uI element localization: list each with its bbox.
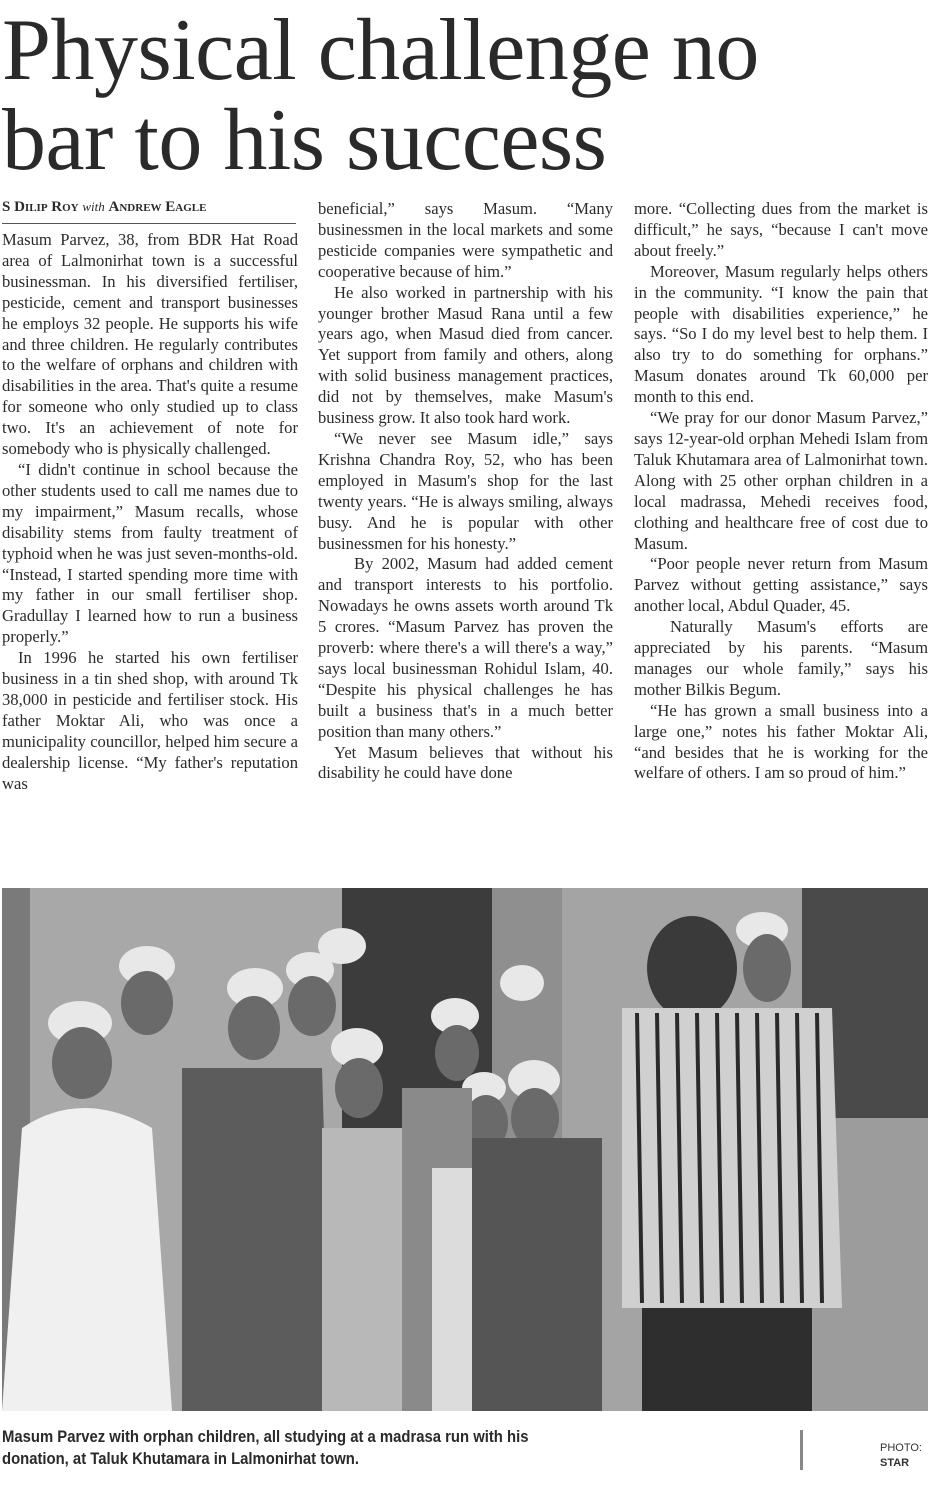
paragraph: “We pray for our donor Masum Parvez,” says 12-year-old orphan Mehedi Islam from Taluk Khutamara area of Lalmonirhat town. Along with 25 other orphan children in a local madrassa, Mehedi receives food, clothing and healthcare free of cost due to Masum. [634,408,928,553]
paragraph: “We never see Masum idle,” says Krishna Chandra Roy, 52, who has been employed in Masum's shop for the last twenty years. “He is always smiling, always busy. And he is popular with other businessmen for his honesty.” [318,428,613,553]
article-column-2 [318,199,613,784]
photo-illustration [2,888,928,1411]
headline-line-1: Physical challenge no [2,2,759,99]
paragraph: By 2002, Masum had added cement and transport interests to his portfolio. Nowadays he owns assets worth around Tk 5 crores. “Masum Parvez has proven the proverb: where there's a will there's a way,” says local businessman Rohidul Islam, 40. “Despite his physical challenges he has built a business that's in a much better position than many others.” [318,554,613,741]
article-column-1 [2,230,298,870]
paragraph: beneficial,” says Masum. “Many businessmen in the local markets and some pesticide companies were sympathetic and cooperative because of him.” [318,199,613,281]
author-1: S Dilip Roy [2,199,79,215]
news-photo [2,888,928,1411]
paragraph: Masum Parvez, 38, from BDR Hat Road area of Lalmonirhat town is a successful businessman. In his diversified fertiliser, pesticide, cement and transport businesses he employs 32 people. He supports his wife and three children. He regularly contributes to the welfare of orphans and children with disabilities in the area. That's quite a resume for someone who only studied up to class two. It's an achievement of note for somebody who is physically challenged. [2,230,298,459]
byline-connector: with [82,199,105,214]
paragraph: Yet Masum believes that without his disability he could have done [318,742,613,783]
paragraph: “I didn't continue in school because the other students used to call me names due to my impairment,” Masum recalls, whose disability stems from faulty treatment of typhoid when he was just seven-months-old. “Instead, I started spending more time with my father in our small fertiliser shop. Gradullay I learned how to run a business properly.” [2,459,298,647]
article-column-3 [634,199,928,784]
headline-line-2: bar to his success [2,92,607,189]
paragraph: Naturally Masum's efforts are appreciated by his parents. “Masum manages our whole family,” says his mother Bilkis Begum. [634,617,928,699]
paragraph: Moreover, Masum regularly helps others in the community. “I know the pain that people with disabilities experience,” he says. “So I do my level best to help them. I also try to do something for orphans.” Masum donates around Tk 60,000 per month to this end. [634,261,928,407]
photo-credit [880,1441,922,1471]
paragraph: more. “Collecting dues from the market is difficult,” he says, “because I can't move about freely.” [634,199,928,260]
paragraph: “Poor people never return from Masum Parvez without getting assistance,” says another local, Abdul Quader, 45. [634,554,928,616]
paragraph: In 1996 he started his own fertiliser business in a tin shed shop, with around Tk 38,000 in pesticide and fertiliser stock. His father Moktar Ali, who was once a municipality councillor, helped him secure a dealership license. “My father's reputation was [2,648,298,793]
photo-credit-label: PHOTO: [880,1442,922,1454]
photo-credit-source: STAR [880,1457,910,1469]
byline [2,199,296,224]
headline [2,2,948,189]
author-2: Andrew Eagle [108,199,207,215]
paragraph: “He has grown a small business into a large one,” notes his father Moktar Ali, “and besides that he is working for the welfare of others. I am so proud of him.” [634,700,928,783]
paragraph: He also worked in partnership with his younger brother Masud Rana until a few years ago, when Masud died from cancer. Yet support from family and others, along with solid business management practices, did not by themselves, make Masum's business grow. It also took hard work. [318,282,613,428]
photo-caption: Masum Parvez with orphan children, all studying at a madrasa run with his donation, at Taluk Khutamara in Lalmonirhat town. [2,1428,529,1468]
caption-divider [800,1430,803,1470]
